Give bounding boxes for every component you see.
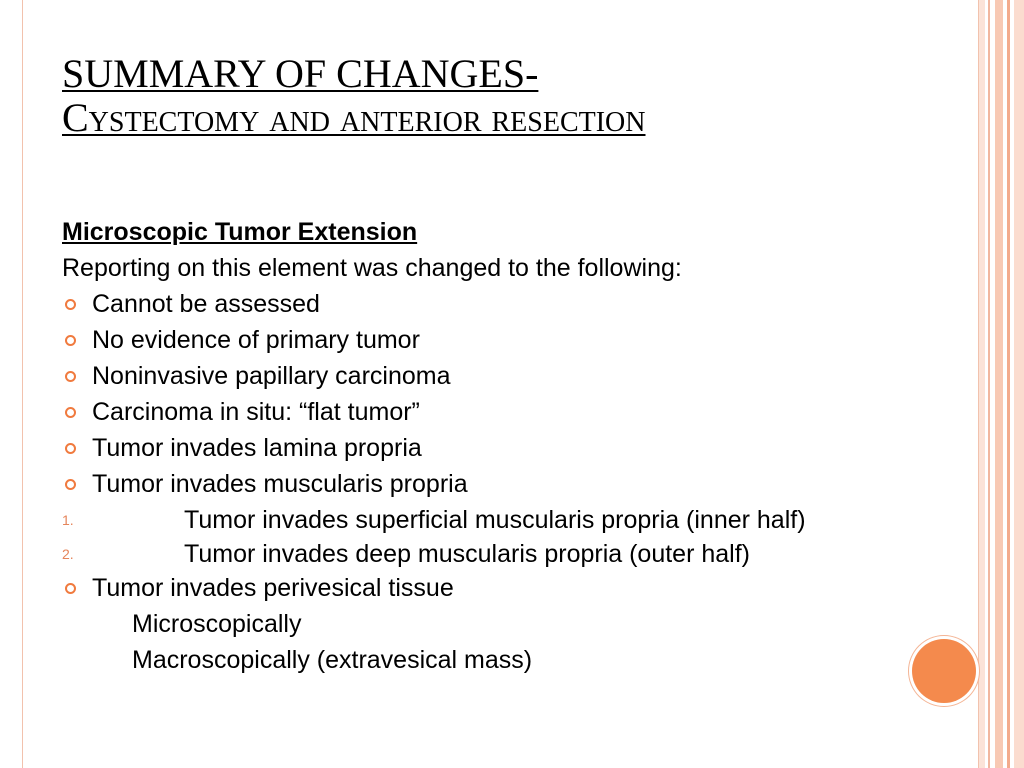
list-item-text: Noninvasive papillary carcinoma	[92, 362, 451, 390]
list-item-text: Carcinoma in situ: “flat tumor”	[92, 398, 420, 426]
numbered-item	[62, 502, 862, 536]
section-heading: Microscopic Tumor Extension	[62, 218, 418, 246]
orange-circle-icon	[912, 639, 976, 703]
list-item	[62, 570, 862, 606]
bullet-icon	[65, 583, 76, 594]
decorative-stripe	[995, 0, 1003, 768]
decorative-stripe	[1007, 0, 1010, 768]
list-item-text: Tumor invades deep muscularis propria (outer half)	[184, 540, 750, 568]
bullet-icon	[65, 371, 76, 382]
bullet-icon	[65, 479, 76, 490]
bullet-icon	[65, 443, 76, 454]
slide-body	[62, 214, 862, 678]
list-number: 1.	[62, 512, 74, 528]
bullet-icon	[65, 299, 76, 310]
decorative-stripe	[979, 0, 985, 768]
slide-title	[62, 52, 646, 140]
bullet-icon	[65, 335, 76, 346]
list-item	[62, 394, 862, 430]
list-item	[62, 322, 862, 358]
list-item	[62, 358, 862, 394]
list-number: 2.	[62, 546, 74, 562]
intro-text: Reporting on this element was changed to the following:	[62, 254, 682, 282]
list-item-text: Cannot be assessed	[92, 290, 320, 318]
decorative-stripe	[988, 0, 990, 768]
list-item	[62, 466, 862, 502]
list-item	[62, 286, 862, 322]
title-line-1: SUMMARY OF CHANGES-	[62, 51, 539, 96]
list-item-text: No evidence of primary tumor	[92, 326, 420, 354]
list-item	[62, 430, 862, 466]
title-line-2: Cystectomy and anterior resection	[62, 95, 646, 140]
list-item-text: Tumor invades superficial muscularis propria (inner half)	[184, 506, 806, 534]
sub-item: Microscopically	[132, 610, 302, 638]
list-item-text: Tumor invades muscularis propria	[92, 470, 468, 498]
list-item-text: Tumor invades perivesical tissue	[92, 574, 454, 602]
numbered-item	[62, 536, 862, 570]
list-item-text: Tumor invades lamina propria	[92, 434, 422, 462]
decorative-stripe	[1014, 0, 1024, 768]
bullet-icon	[65, 407, 76, 418]
sub-item: Macroscopically (extravesical mass)	[132, 646, 533, 674]
